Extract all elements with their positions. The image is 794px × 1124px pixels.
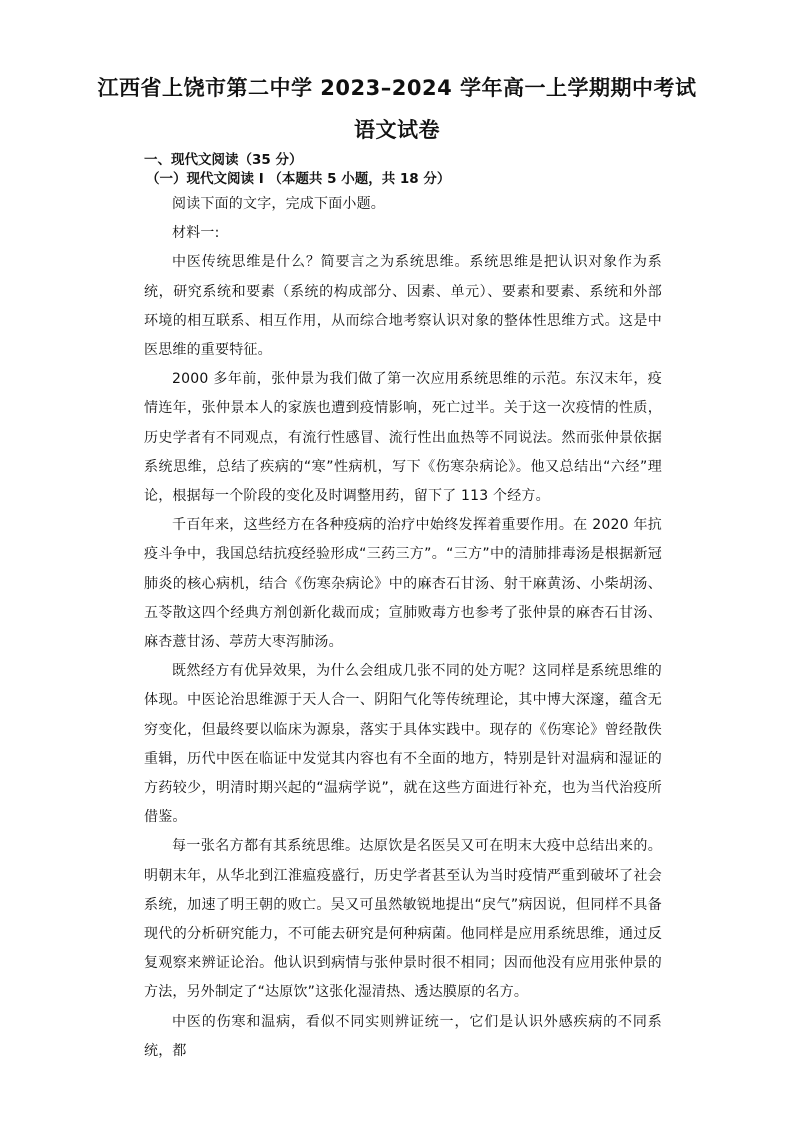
- reading-passage: [144, 190, 662, 1066]
- material-label: 材料一:: [172, 225, 220, 242]
- passage-paragraph: 既然经方有优异效果，为什么会组成几张不同的处方呢？这同样是系统思维的体现。中医论治思维源于天人合一、阴阳气化等传统理论，其中博大深邃，蕴含无穷变化，但最终要以临床为源泉，落实于具体实践中。现存的《伤寒论》曾经散佚重辑，历代中医在临证中发觉其内容也有不全面的地方，特别是针对温病和湿证的方药较少，明清时期兴起的“温病学说”，就在这些方面进行补充，也为当代治疫所借鉴。: [144, 663, 662, 826]
- subsection-heading: （一）现代文阅读 I （本题共 5 小题，共 18 分）: [146, 171, 451, 187]
- passage-paragraph: 2000 多年前，张仲景为我们做了第一次应用系统思维的示范。东汉末年，疫情连年，张仲景本人的家族也遭到疫情影响，死亡过半。关于这一次疫情的性质，历史学者有不同观点，有流行性感冒、流行性出血热等不同说法。然而张仲景依据系统思维，总结了疾病的“寒”性病机，写下《伤寒杂病论》。他又总结出“六经”理论，根据每一个阶段的变化及时调整用药，留下了 113 个经方。: [144, 371, 662, 505]
- passage-paragraph: 中医传统思维是什么？简要言之为系统思维。系统思维是把认识对象作为系统，研究系统和要素（系统的构成部分、因素、单元）、要素和要素、系统和外部环境的相互联系、相互作用，从而综合地考察认识对象的整体性思维方式。这是中医思维的重要特征。: [144, 254, 662, 359]
- passage-paragraph: 中医的伤寒和温病，看似不同实则辨证统一，它们是认识外感疾病的不同系统，都: [144, 1013, 662, 1059]
- exam-subtitle: 语文试卷: [354, 118, 440, 142]
- passage-paragraph: 千百年来，这些经方在各种疫病的治疗中始终发挥着重要作用。在 2020 年抗疫斗争中，我国总结抗疫经验形成“三药三方”。“三方”中的清肺排毒汤是根据新冠肺炎的核心病机，结合《伤寒杂病论》中的麻杏石甘汤、射干麻黄汤、小柴胡汤、五苓散这四个经典方剂创新化裁而成；宣肺败毒方也参考了张仲景的麻杏石甘汤、麻杏薏甘汤、葶苈大枣泻肺汤。: [144, 517, 662, 651]
- instruction-paragraph: 阅读下面的文字，完成下面小题。: [172, 196, 385, 212]
- section-heading: 一、现代文阅读（35 分）: [144, 152, 303, 168]
- passage-paragraph: 每一张名方都有其系统思维。达原饮是名医吴又可在明末大疫中总结出来的。明朝末年，从华北到江淮瘟疫盛行，历史学者甚至认为当时疫情严重到破坏了社会系统，加速了明王朝的败亡。吴又可虽然敏锐地提出“戾气”病因说，但同样不具备现代的分析研究能力，不可能去研究是何种病菌。他同样是应用系统思维，通过反复观察来辨证论治。他认识到病情与张仲景时很不相同；因而他没有应用张仲景的方法，另外制定了“达原饮”这张化湿清热、透达膜原的名方。: [144, 838, 662, 1001]
- exam-title: 江西省上饶市第二中学 2023–2024 学年高一上学期期中考试: [97, 76, 697, 100]
